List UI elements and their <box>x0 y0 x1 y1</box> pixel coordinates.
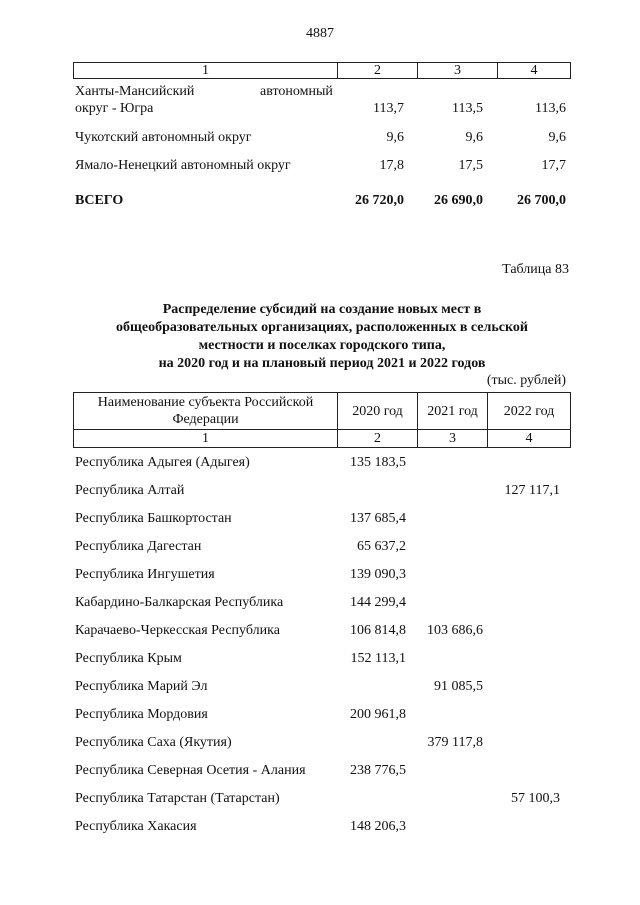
top-col-3: 3 <box>454 63 461 78</box>
title-line: Распределение субсидий на создание новых мест в <box>162 302 482 317</box>
col-number-1: 1 <box>202 431 209 446</box>
top-col-2: 2 <box>374 63 381 78</box>
value-2022: 9,6 <box>548 130 566 145</box>
col-header-name: Наименование субъекта Российской Федерации <box>97 395 314 427</box>
row-name: Ханты-Мансийский <box>75 84 195 99</box>
row-name: Республика Башкортостан <box>75 511 232 526</box>
row-name: Чукотский автономный округ <box>75 130 252 145</box>
col-header-2021: 2021 год <box>427 403 478 419</box>
value-2021: 17,5 <box>458 158 483 173</box>
total-2021: 26 690,0 <box>434 193 483 208</box>
row-name: Кабардино-Балкарская Республика <box>75 595 284 610</box>
value-2021: 91 085,5 <box>434 679 483 694</box>
value-2020: 200 961,8 <box>350 707 406 722</box>
row-name: Республика Саха (Якутия) <box>75 735 232 750</box>
value-2020: 144 299,4 <box>350 595 406 610</box>
row-name: Республика Мордовия <box>75 707 208 722</box>
total-label: ВСЕГО <box>75 193 124 208</box>
row-name: Республика Алтай <box>75 483 185 498</box>
top-col-1: 1 <box>202 63 209 78</box>
table-caption: Таблица 83 <box>502 262 569 277</box>
value-2020: 238 776,5 <box>350 763 406 778</box>
total-2022: 26 700,0 <box>517 193 566 208</box>
col-header-2022: 2022 год <box>503 403 555 419</box>
value-2020: 106 814,8 <box>350 623 406 638</box>
row-name: Ямало-Ненецкий автономный округ <box>75 158 291 173</box>
row-name: Республика Татарстан (Татарстан) <box>75 791 280 806</box>
title-line: общеобразовательных организациях, расположенных в сельской <box>116 320 528 335</box>
col-number-2: 2 <box>374 431 381 446</box>
units-label: (тыс. рублей) <box>486 373 566 388</box>
title-line: местности и поселках городского типа, <box>198 338 446 353</box>
value-2022: 57 100,3 <box>511 791 560 806</box>
row-name: Республика Крым <box>75 651 182 666</box>
total-2020: 26 720,0 <box>355 193 404 208</box>
row-name-line2: округ - Югра <box>75 101 154 116</box>
value-2022: 113,6 <box>535 101 566 116</box>
row-name: Республика Адыгея (Адыгея) <box>75 455 250 470</box>
value-2020: 17,8 <box>379 158 404 173</box>
value-2022: 127 117,1 <box>504 483 560 498</box>
col-number-4: 4 <box>525 431 533 446</box>
table-title <box>80 301 564 373</box>
col-number-3: 3 <box>449 431 456 446</box>
value-2020: 135 183,5 <box>350 455 406 470</box>
top-col-4: 4 <box>530 63 538 78</box>
top-table-header <box>73 62 571 79</box>
value-2021: 9,6 <box>465 130 483 145</box>
row-name-cont: автономный <box>260 84 333 99</box>
value-2020: 65 637,2 <box>357 539 406 554</box>
value-2020: 113,7 <box>373 101 404 116</box>
row-name: Республика Северная Осетия - Алания <box>75 763 306 778</box>
value-2021: 379 117,8 <box>427 735 483 750</box>
title-line: на 2020 год и на плановый период 2021 и 2022 годов <box>158 356 486 371</box>
row-name: Республика Дагестан <box>75 539 202 554</box>
col-header-2020: 2020 год <box>352 403 403 419</box>
page-number: 4887 <box>306 26 334 41</box>
value-2020: 137 685,4 <box>350 511 406 526</box>
row-name: Республика Марий Эл <box>75 679 208 694</box>
row-name: Карачаево-Черкесская Республика <box>75 623 280 638</box>
value-2020: 148 206,3 <box>350 819 406 834</box>
value-2021: 113,5 <box>452 101 483 116</box>
row-name: Республика Хакасия <box>75 819 197 834</box>
main-table-header <box>73 392 571 448</box>
row-name: Республика Ингушетия <box>75 567 215 582</box>
value-2022: 17,7 <box>541 158 566 173</box>
value-2020: 9,6 <box>386 130 404 145</box>
value-2020: 139 090,3 <box>350 567 406 582</box>
value-2021: 103 686,6 <box>427 623 483 638</box>
value-2020: 152 113,1 <box>350 651 406 666</box>
